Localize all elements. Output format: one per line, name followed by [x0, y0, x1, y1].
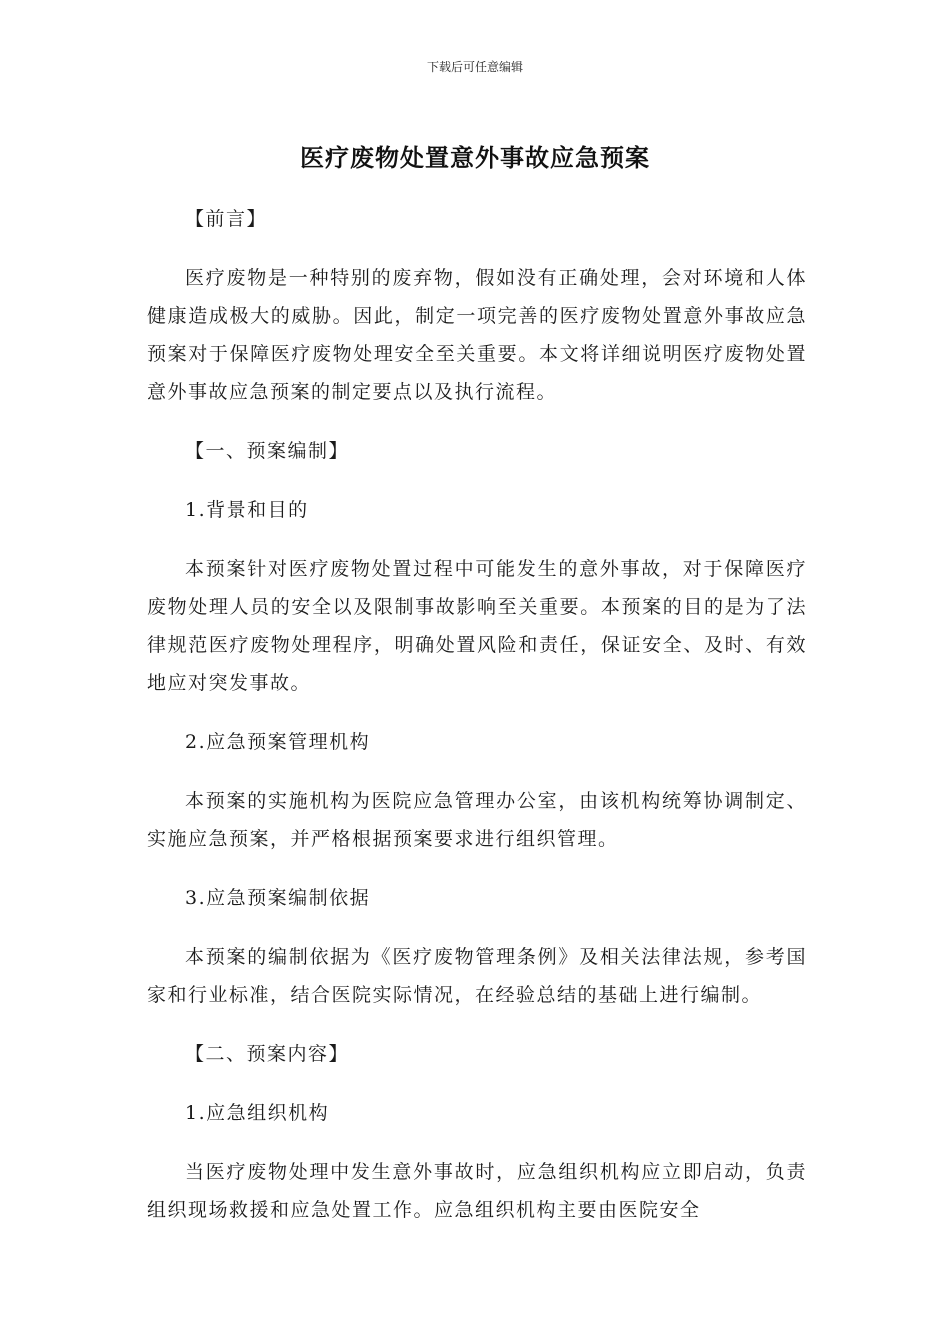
paragraph-emergency-organization: 当医疗废物处理中发生意外事故时，应急组织机构应立即启动，负责组织现场救援和应急处置工作。应急组织机构主要由医院安全 [147, 1161, 807, 1221]
paragraph-management-agency: 本预案的实施机构为医院应急管理办公室，由该机构统筹协调制定、实施应急预案，并严格根据预案要求进行组织管理。 [147, 790, 807, 850]
section-heading-plan-compilation: 【一、预案编制】 [185, 440, 350, 462]
document-title: 医疗废物处置意外事故应急预案 [300, 144, 650, 172]
paragraph-background: 本预案针对医疗废物处置过程中可能发生的意外事故，对于保障医疗废物处理人员的安全以及限制事故影响至关重要。本预案的目的是为了法律规范医疗废物处理程序，明确处置风险和责任，保证安全、及时、有效地应对突发事故。 [147, 558, 807, 694]
subheading-basis: 3.应急预案编制依据 [185, 887, 371, 909]
paragraph-preface: 医疗废物是一种特别的废弃物，假如没有正确处理，会对环境和人体健康造成极大的威胁。因此，制定一项完善的医疗废物处置意外事故应急预案对于保障医疗废物处理安全至关重要。本文将详细说明医疗废物处置意外事故应急预案的制定要点以及执行流程。 [147, 267, 807, 403]
subheading-management-agency: 2.应急预案管理机构 [185, 731, 371, 753]
header-note: 下载后可任意编辑 [426, 60, 523, 74]
subheading-emergency-organization: 1.应急组织机构 [185, 1102, 330, 1124]
section-heading-plan-content: 【二、预案内容】 [185, 1043, 350, 1065]
section-heading-preface: 【前言】 [185, 208, 268, 230]
subheading-background: 1.背景和目的 [185, 499, 309, 521]
paragraph-basis: 本预案的编制依据为《医疗废物管理条例》及相关法律法规，参考国家和行业标准，结合医院实际情况，在经验总结的基础上进行编制。 [147, 946, 807, 1006]
document-body [147, 200, 807, 1250]
